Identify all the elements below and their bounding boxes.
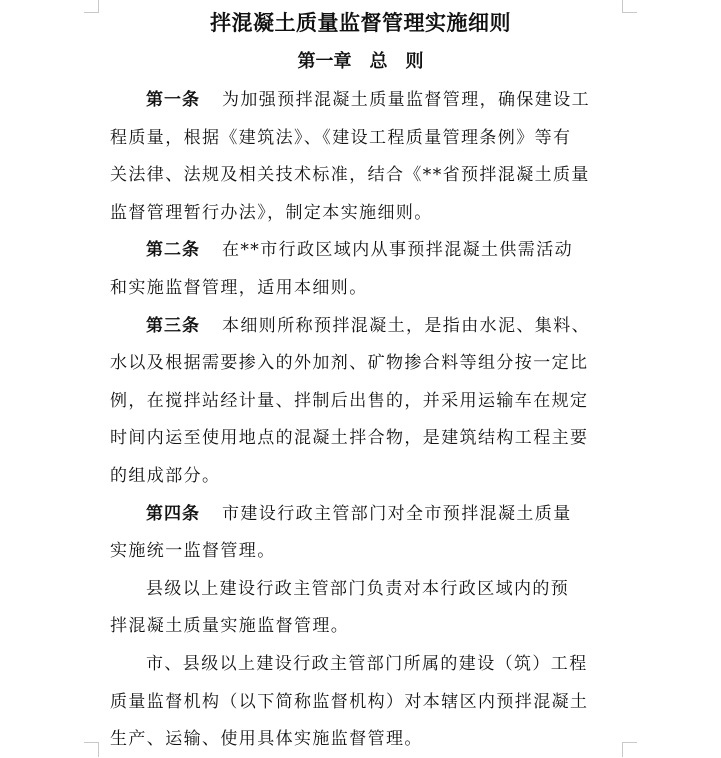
article-text: 为加强预拌混凝土质量监督管理，确保建设工 — [222, 90, 590, 110]
article-text: 在**市行政区域内从事预拌混凝土供需活动 — [222, 240, 573, 261]
paragraph-line: 生产、运输、使用具体实施监督管理。 — [110, 729, 423, 750]
article-4-line — [110, 496, 610, 534]
article-3-line: 水以及根据需要掺入的外加剂、矿物掺合料等组分按一定比 — [110, 353, 589, 374]
page-corner-mark — [622, 742, 637, 757]
article-3-line: 时间内运至使用地点的混凝土拌合物，是建筑结构工程主要 — [110, 428, 589, 449]
article-label: 第三条 — [146, 315, 200, 336]
article-2-line: 和实施监督管理，适用本细则。 — [110, 277, 368, 298]
article-3-line: 例，在搅拌站经计量、拌制后出售的，并采用运输车在规定 — [110, 390, 589, 411]
article-2-line — [110, 232, 610, 270]
page-corner-mark — [84, 742, 99, 757]
document-body — [110, 82, 610, 758]
article-1-line: 关法律、法规及相关技术标准，结合《**省预拌混凝土质量 — [110, 165, 590, 186]
chapter-heading: 第一章 总 则 — [297, 51, 424, 72]
article-label: 第二条 — [146, 240, 200, 261]
article-label: 第一条 — [146, 90, 200, 110]
article-3-line: 的组成部分。 — [110, 465, 221, 486]
paragraph-line: 市、县级以上建设行政主管部门所属的建设（筑）工程 — [146, 653, 588, 674]
article-text: 市建设行政主管部门对全市预拌混凝土质量 — [222, 503, 572, 524]
article-1-line: 程质量，根据《建筑法》、《建设工程质量管理条例》等有 — [110, 127, 572, 148]
article-1-line: 监督管理暂行办法》，制定本实施细则。 — [110, 202, 433, 223]
article-label: 第四条 — [146, 503, 200, 524]
article-3-line — [110, 308, 610, 346]
paragraph-line: 县级以上建设行政主管部门负责对本行政区域内的预 — [146, 578, 570, 599]
document-title: 拌混凝土质量监督管理实施细则 — [210, 11, 511, 35]
article-4-line: 实施统一监督管理。 — [110, 541, 276, 562]
paragraph-line: 拌混凝土质量实施监督管理。 — [110, 616, 350, 637]
paragraph-line: 质量监督机构（以下简称监督机构）对本辖区内预拌混凝土 — [110, 691, 589, 712]
article-1-line — [110, 82, 610, 120]
article-text: 本细则所称预拌混凝土，是指由水泥、集料、 — [222, 315, 590, 336]
